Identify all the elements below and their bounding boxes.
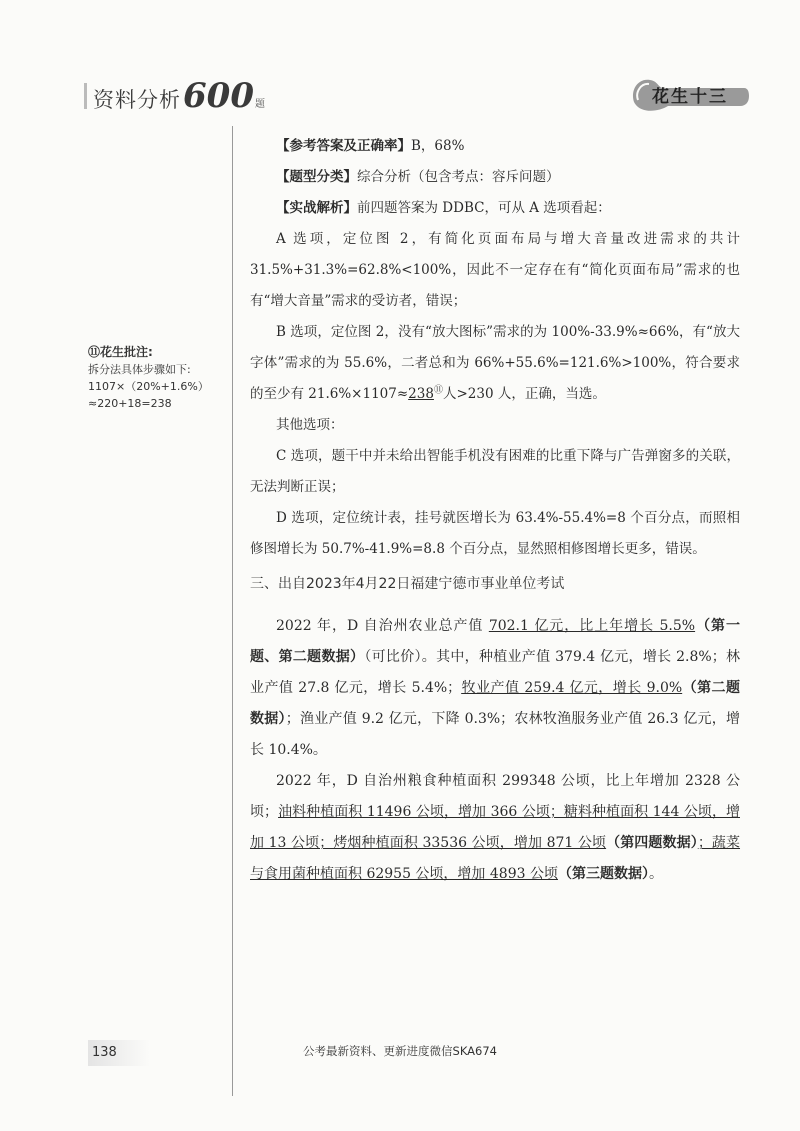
option-b-text: B 选项，定位图 2，没有“放大图标”需求的为 100%-33.9%≈66%，有“放大字体”需求的为 55.6%，二者总和为 66%+55.6%=121.6%>100%，符合要求的至少有 21.6%×1107≈ (250, 324, 740, 402)
underlined-text: 702.1 亿元，比上年增长 5.5% (488, 618, 696, 634)
material-paragraph-1 (250, 611, 740, 766)
text-run: 。 (648, 866, 663, 882)
book-title (84, 76, 265, 116)
book-title-number: 600 (183, 76, 254, 116)
option-b (250, 317, 740, 410)
column-divider (232, 126, 233, 1096)
question-ref: （第二题数据） (250, 680, 741, 727)
question-ref: （第三题数据） (557, 866, 649, 882)
underlined-text: 油料种植面积 11496 公顷，增加 366 公顷；糖料种植面积 144 公顷，增加 13 公顷；烤烟种植面积 33536 公顷，增加 871 公顷 (250, 804, 740, 851)
option-c: C 选项，题干中并未给出智能手机没有困难的比重下降与广告弹窗多的关联，无法判断正误； (250, 448, 740, 495)
side-note (88, 344, 228, 412)
answer-block (250, 131, 740, 565)
text-run: 2022 年，D 自治州粮食种植面积 299348 公顷，比上年增加 2328 公顷； (250, 773, 740, 820)
analysis-label: 【实战解析】 (276, 200, 357, 216)
side-note-line: 拆分法具体步骤如下: (88, 363, 191, 376)
analysis-line (250, 193, 740, 224)
answer-line (250, 131, 740, 162)
footer-text: 公考最新资料、更新进度微信SKA674 (303, 1044, 497, 1058)
question-ref: （第一题、第二题数据） (250, 618, 741, 665)
side-note-head: ⑪花生批注: (88, 345, 153, 359)
underlined-text: 牧业产值 259.4 亿元，增长 9.0% (461, 680, 683, 696)
brand-logo (628, 72, 750, 114)
analysis-value: 前四题答案为 DDBC，可从 A 选项看起： (357, 200, 611, 216)
book-title-text: 资料分析 (93, 88, 181, 112)
brand-text: 花生十三 (652, 87, 728, 107)
underlined-text: ；蔬菜与食用菌种植面积 62955 公顷，增加 4893 公顷 (250, 835, 741, 882)
material-text (250, 611, 740, 890)
option-a: A 选项，定位图 2，有简化页面布局与增大音量改进需求的共计 31.5%+31.3%=62.8%<100%，因此不一定存在有“简化页面布局”需求的也有“增大音量”需求的受访者，错误； (250, 231, 740, 309)
material-paragraph-2 (250, 766, 740, 890)
other-options-title: 其他选项： (276, 417, 344, 433)
type-line (250, 162, 740, 193)
type-value: 综合分析（包含考点：容斥问题） (357, 169, 560, 185)
side-note-line: 1107×（20%+1.6%） (88, 380, 209, 393)
option-b-number: 238 (408, 386, 434, 402)
annotation-mark: ⑪ (433, 385, 443, 396)
answer-label: 【参考答案及正确率】 (276, 138, 411, 154)
answer-value: B，68% (411, 138, 465, 154)
section-heading: 三、出自2023年4月22日福建宁德市事业单位考试 (250, 576, 565, 592)
title-bar (84, 83, 87, 109)
text-run: （可比价）。其中，种植业产值 379.4 亿元，增长 2.8%；林业产值 27.8 亿元，增长 5.4%； (250, 649, 741, 696)
option-d: D 选项，定位统计表，挂号就医增长为 63.4%-55.4%=8 个百分点，而照相修图增长为 50.7%-41.9%=8.8 个百分点，显然照相修图增长更多，错误。 (250, 510, 740, 557)
side-note-line: ≈220+18=238 (88, 397, 172, 410)
option-b-text-end: 人>230 人，正确，当选。 (442, 386, 606, 402)
type-label: 【题型分类】 (276, 169, 357, 185)
book-title-suffix: 题 (254, 99, 265, 110)
page-number: 138 (88, 1040, 150, 1066)
text-run: 2022 年，D 自治州农业总产值 (276, 618, 489, 634)
question-ref: （第四题数据） (606, 835, 698, 851)
text-run: ；渔业产值 9.2 亿元，下降 0.3%；农林牧渔服务业产值 26.3 亿元，增长 10.4%。 (250, 711, 740, 758)
